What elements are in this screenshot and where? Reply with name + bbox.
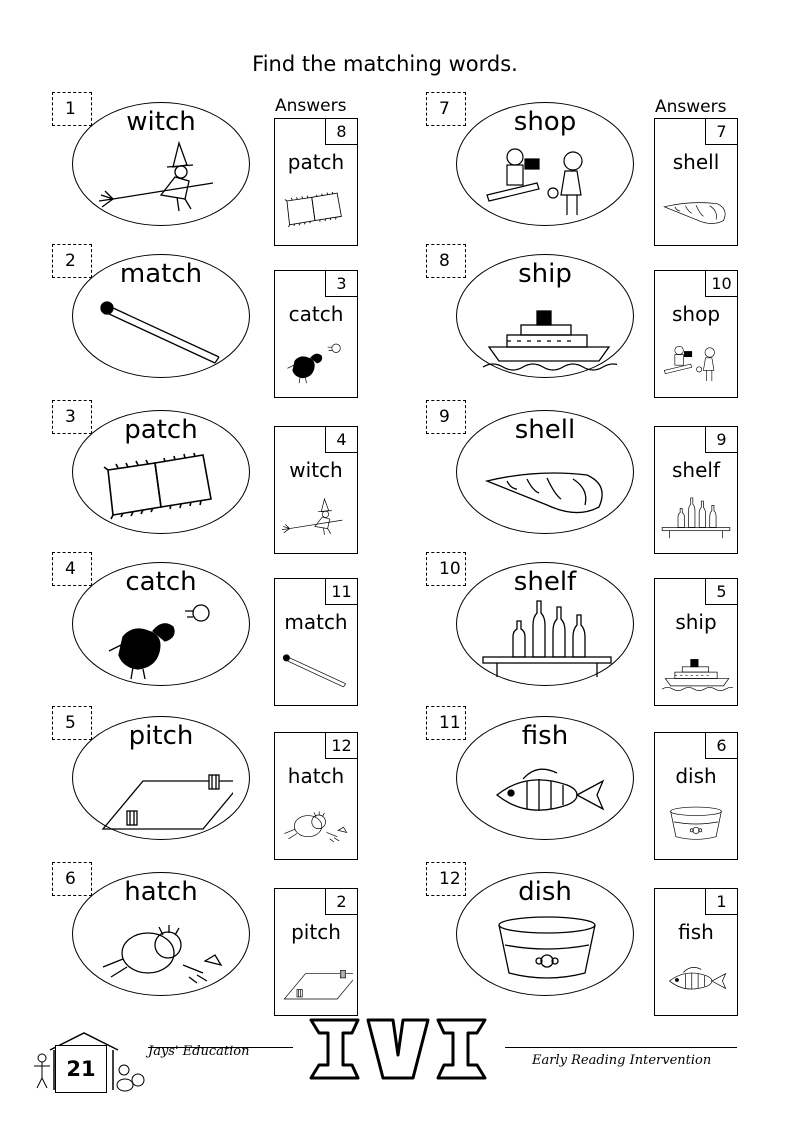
answer-word: shell [672,150,720,174]
item-number: 2 [65,251,76,271]
answer-card [274,732,358,860]
footer-right-line [505,1047,737,1048]
match-picture-icon [93,289,233,373]
answer-number: 10 [705,271,737,297]
item-number: 8 [439,251,450,271]
word-oval [456,872,634,996]
catch-picture-icon [279,331,353,393]
answers-heading-left: Answers [275,96,347,116]
word-label: witch [126,107,196,137]
answer-word: ship [675,610,717,634]
word-label: match [119,259,203,289]
hatch-picture-icon [279,793,353,855]
word-oval [72,102,250,226]
answer-number: 1 [705,889,737,915]
footer-left-text: Jays' Education [148,1044,250,1059]
page-title: Find the matching words. [252,52,518,76]
answer-word: witch [289,458,343,482]
item-number: 9 [439,407,450,427]
word-label: dish [518,877,572,907]
shop-picture-icon [659,331,733,393]
dish-picture-icon [477,907,617,991]
word-oval [456,410,634,534]
answer-card [654,270,738,398]
shell-picture-icon [477,445,617,529]
patch-picture-icon [93,445,233,529]
footer-right-text: Early Reading Intervention [532,1053,712,1068]
answer-number: 12 [325,733,357,759]
shell-picture-icon [659,179,733,241]
ship-picture-icon [659,639,733,701]
item-number: 1 [65,99,76,119]
item-number: 3 [65,407,76,427]
word-oval [456,102,634,226]
item-number: 5 [65,713,76,733]
answer-card [274,118,358,246]
match-picture-icon [279,639,353,701]
answer-word: hatch [287,764,345,788]
answer-number: 11 [325,579,357,605]
word-oval [72,716,250,840]
answer-word: catch [288,302,344,326]
answer-card [274,888,358,1016]
answer-card [274,578,358,706]
word-oval [456,254,634,378]
answer-number: 4 [325,427,357,453]
answer-number: 6 [705,733,737,759]
word-label: catch [125,567,197,597]
item-number: 12 [439,869,461,889]
shelf-picture-icon [477,597,617,681]
word-label: shop [513,107,577,137]
answer-word: shop [671,302,721,326]
word-oval [72,872,250,996]
answer-card [274,426,358,554]
item-number: 6 [65,869,76,889]
word-label: shell [514,415,576,445]
answer-number: 5 [705,579,737,605]
dish-picture-icon [659,793,733,855]
pitch-picture-icon [279,949,353,1011]
word-oval [72,562,250,686]
patch-picture-icon [279,179,353,241]
word-oval [456,716,634,840]
answer-word: shelf [672,458,720,482]
witch-picture-icon [93,137,233,221]
answer-card [654,118,738,246]
answer-number: 7 [705,119,737,145]
page-number: 21 [55,1045,107,1093]
answer-word: dish [675,764,717,788]
answer-card [654,888,738,1016]
word-label: pitch [128,721,194,751]
answer-card [274,270,358,398]
word-label: patch [124,415,198,445]
fish-picture-icon [477,751,617,835]
witch-picture-icon [279,487,353,549]
hatch-picture-icon [93,907,233,991]
answer-card [654,578,738,706]
shelf-picture-icon [659,487,733,549]
answer-number: 3 [325,271,357,297]
fish-picture-icon [659,949,733,1011]
answer-word: patch [287,150,345,174]
answer-number: 9 [705,427,737,453]
answer-card [654,426,738,554]
word-oval [72,410,250,534]
xvx-logo-icon [308,1017,488,1081]
ship-picture-icon [477,289,617,373]
item-number: 4 [65,559,76,579]
word-oval [72,254,250,378]
answer-number: 2 [325,889,357,915]
catch-picture-icon [93,597,233,681]
item-number: 7 [439,99,450,119]
word-label: ship [518,259,572,289]
shop-picture-icon [477,137,617,221]
answer-word: match [284,610,348,634]
word-oval [456,562,634,686]
answer-word: fish [678,920,714,944]
answer-word: pitch [291,920,341,944]
item-number: 11 [439,713,461,733]
word-label: fish [521,721,569,751]
answers-heading-right: Answers [655,97,727,117]
word-label: hatch [124,877,198,907]
word-label: shelf [513,567,577,597]
answer-card [654,732,738,860]
answer-number: 8 [325,119,357,145]
pitch-picture-icon [93,751,233,835]
item-number: 10 [439,559,461,579]
